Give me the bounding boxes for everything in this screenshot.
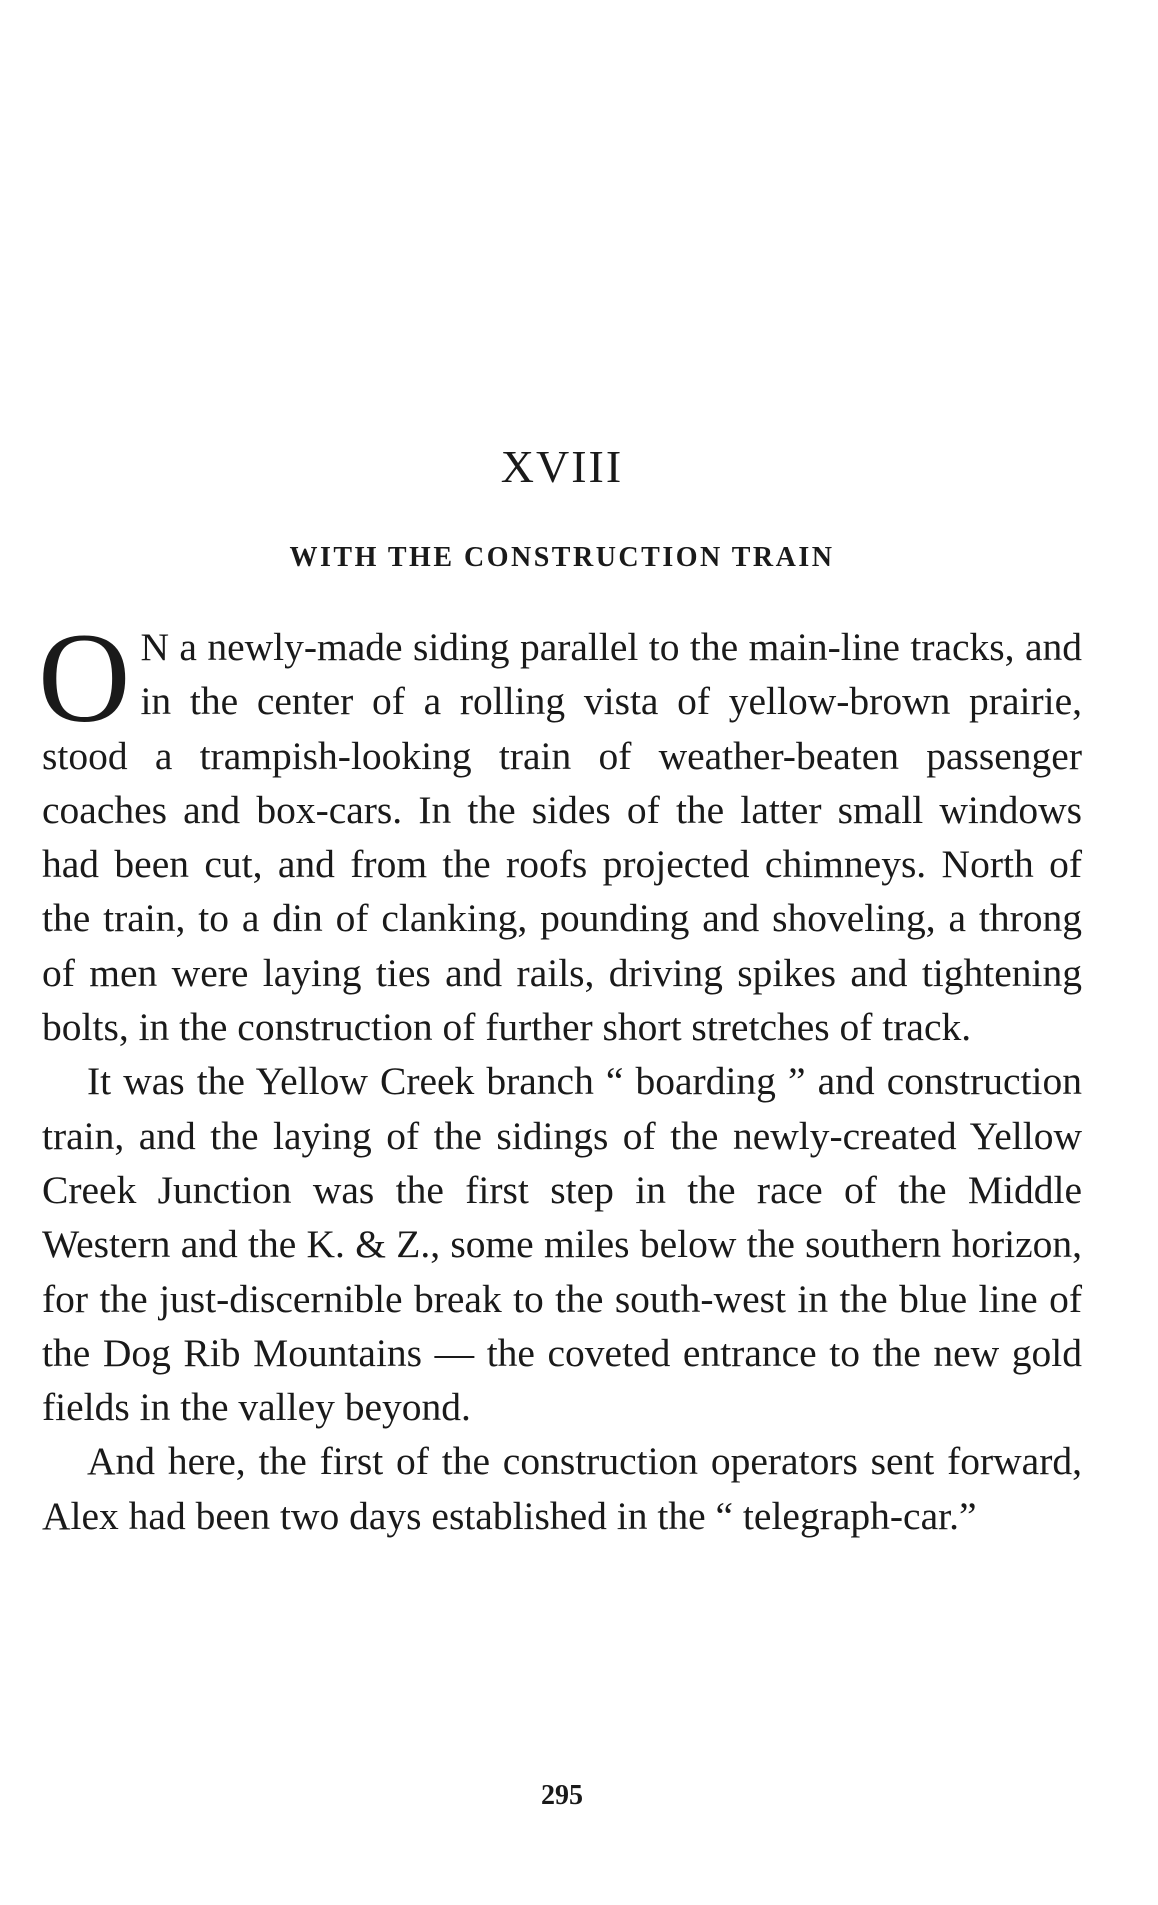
drop-cap: O bbox=[38, 607, 131, 749]
chapter-number: XVIII bbox=[500, 441, 624, 492]
paragraph-1 bbox=[38, 607, 1082, 1054]
chapter-body bbox=[38, 607, 1082, 1543]
paragraph-3: And here, the first of the construction operators sent forward, Alex had been two days established in the “ telegraph-car.” bbox=[42, 1439, 1082, 1538]
page-number: 295 bbox=[541, 1780, 583, 1811]
paragraph-1-text: N a newly-made siding parallel to the main-line tracks, and in the center of a rolling vista of yellow-brown prairie, stood a trampish-looking train of weather-beaten passenger coaches and box-cars. In the sides of the latter small windows had been cut, and from the roofs projected chimneys. North of the train, to a din of clanking, pounding and shoveling, a throng of men were laying ties and rails, driving spikes and tightening bolts, in the construction of further short stretches of track. bbox=[42, 625, 1082, 1050]
paragraph-2: It was the Yellow Creek branch “ boarding ” and construction train, and the laying of the sidings of the newly-created Yellow Creek Junction was the first step in the race of the Middle Western and the K. & Z., some miles below the southern horizon, for the just-discernible break to the south-west in the blue line of the Dog Rib Mountains — the coveted entrance to the new gold fields in the valley beyond. bbox=[42, 1059, 1082, 1430]
book-page bbox=[38, 0, 1082, 1905]
chapter-title: WITH THE CONSTRUCTION TRAIN bbox=[289, 542, 835, 573]
